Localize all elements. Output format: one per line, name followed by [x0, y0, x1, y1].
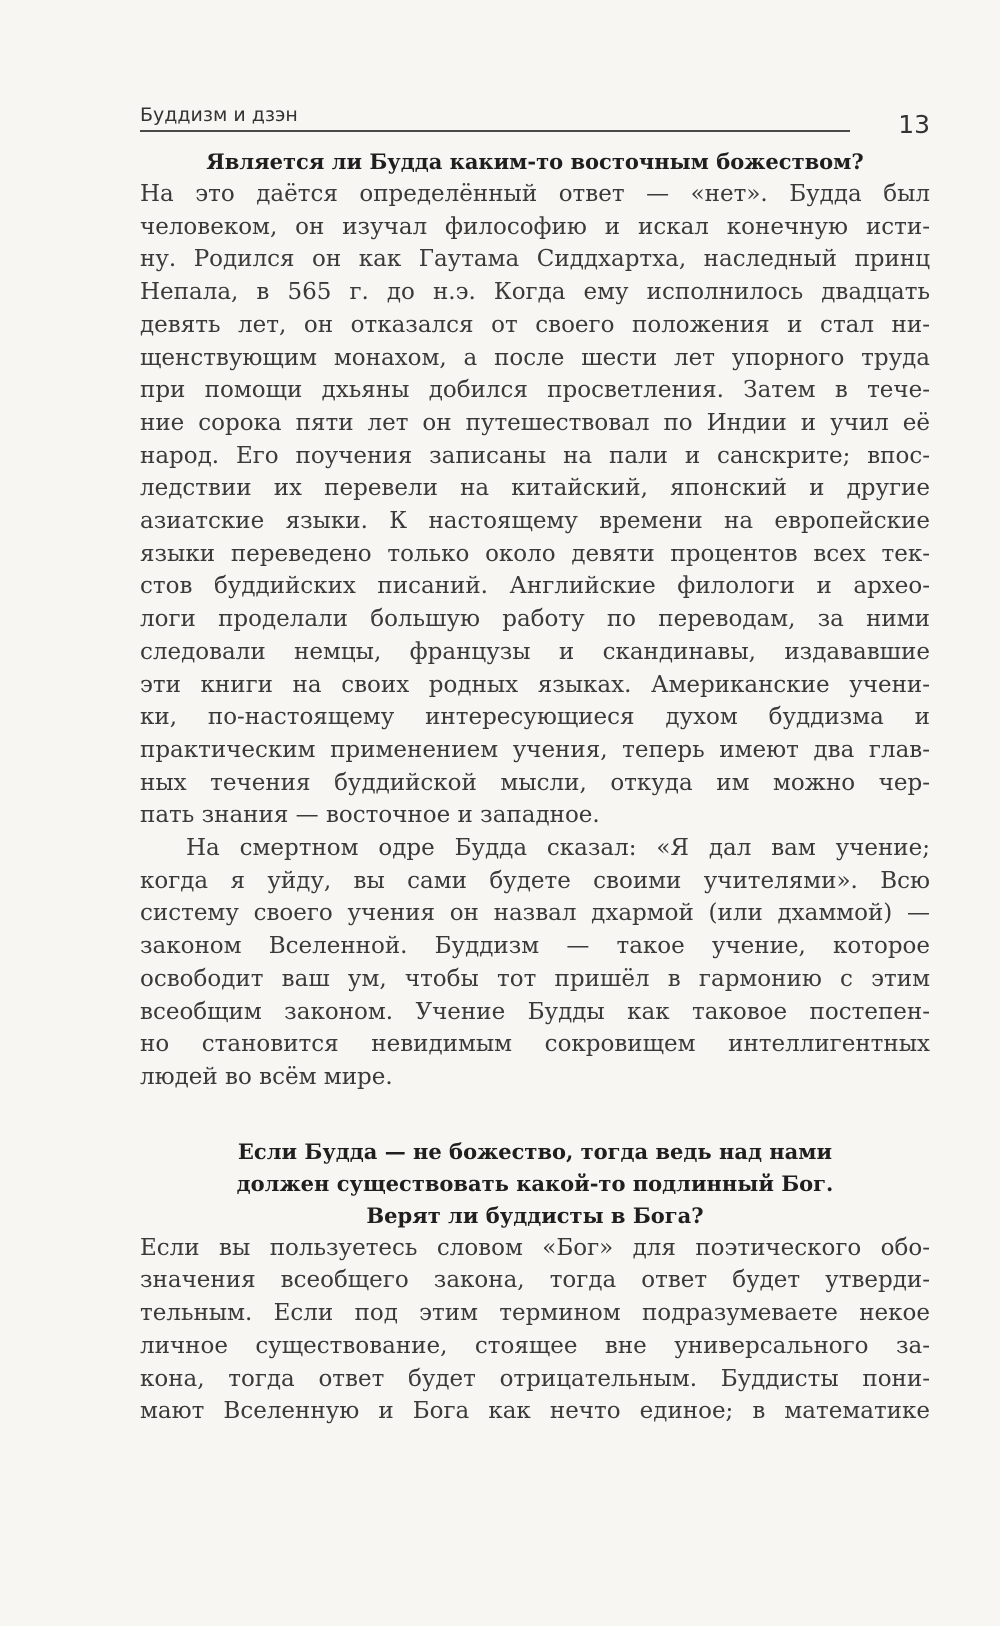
- text-line: пать знания — восточное и западное.: [140, 802, 600, 829]
- section-heading: Является ли Будда каким-то восточным божеством?: [206, 149, 864, 174]
- text-line: человеком, он изучал философию и искал конечную исти-: [140, 213, 930, 240]
- text-line: значения всеобщего закона, тогда ответ будет утверди-: [140, 1267, 930, 1294]
- heading-line: Если Будда — не божество, тогда ведь над нами: [237, 1138, 833, 1164]
- header-rule: [140, 130, 850, 132]
- text-line: людей во всём мире.: [140, 1063, 393, 1090]
- text-line: девять лет, он отказался от своего положения и стал ни-: [140, 311, 930, 338]
- paragraph-1: [140, 178, 930, 832]
- text-line: ных течения буддийской мысли, откуда им можно чер-: [140, 769, 930, 796]
- heading-line: Верят ли буддисты в Бога?: [366, 1202, 704, 1228]
- text-line: когда я уйду, вы сами будете своими учителями». Всю: [140, 867, 930, 894]
- paragraph-2: [140, 832, 930, 1094]
- text-line: ледствии их перевели на китайский, японский и другие: [140, 475, 930, 502]
- text-line: На это даётся определённый ответ — «нет». Будда был: [140, 181, 930, 207]
- text-line: ну. Родился он как Гаутама Сиддхартха, наследный принц: [140, 246, 930, 273]
- text-line: законом Вселенной. Буддизм — такое учение, которое: [140, 933, 930, 960]
- section-heading: [140, 1136, 930, 1232]
- text-line: практическим применением учения, теперь имеют два глав-: [140, 736, 930, 763]
- text-line: логи проделали большую работу по переводам, за ними: [140, 606, 930, 633]
- text-line: стов буддийских писаний. Английские филологи и архео-: [140, 573, 930, 600]
- text-line: всеобщим законом. Учение Будды как таковое постепен-: [140, 998, 930, 1025]
- text-line: народ. Его поучения записаны на пали и санскрите; впос-: [140, 442, 930, 469]
- text-line: следовали немцы, французы и скандинавы, издававшие: [140, 638, 930, 665]
- text-line: систему своего учения он назвал дхармой (или дхаммой) —: [140, 900, 930, 927]
- text-line: щенствующим монахом, а после шести лет упорного труда: [140, 344, 930, 371]
- running-head: [140, 100, 930, 139]
- heading-line: должен существовать какой-то подлинный Бог.: [236, 1170, 834, 1196]
- text-line: освободит ваш ум, чтобы тот пришёл в гармонию с этим: [140, 965, 930, 992]
- text-line: личное существование, стоящее вне универсального за-: [140, 1332, 930, 1359]
- text-line: эти книги на своих родных языках. Американские учени-: [140, 671, 930, 698]
- text-line: ние сорока пяти лет он путешествовал по Индии и учил её: [140, 409, 930, 436]
- text-line: На смертном одре Будда сказал: «Я дал вам учение;: [186, 835, 930, 862]
- text-line: азиатские языки. К настоящему времени на европейские: [140, 508, 930, 535]
- book-page: [140, 100, 930, 1428]
- page-number: 13: [898, 110, 930, 139]
- text-line: языки переведено только около девяти процентов всех тек-: [140, 540, 930, 567]
- paragraph-3: [140, 1232, 930, 1428]
- text-line: кона, тогда ответ будет отрицательным. Буддисты пони-: [140, 1365, 930, 1392]
- text-line: Если вы пользуетесь словом «Бог» для поэтического обо-: [140, 1234, 930, 1261]
- text-line: тельным. Если под этим термином подразумеваете некое: [140, 1300, 930, 1327]
- text-line: но становится невидимым сокровищем интеллигентных: [140, 1031, 930, 1058]
- text-line: при помощи дхьяны добился просветления. Затем в тече-: [140, 377, 930, 404]
- text-line: Непала, в 565 г. до н.э. Когда ему исполнилось двадцать: [140, 279, 930, 306]
- section-god-question: [140, 1136, 930, 1428]
- section-buddha-deity: [140, 146, 930, 1094]
- text-line: ки, по-настоящему интересующиеся духом буддизма и: [140, 704, 930, 731]
- running-title: Буддизм и дзэн: [140, 104, 298, 126]
- text-line: мают Вселенную и Бога как нечто единое; в математике: [140, 1398, 930, 1425]
